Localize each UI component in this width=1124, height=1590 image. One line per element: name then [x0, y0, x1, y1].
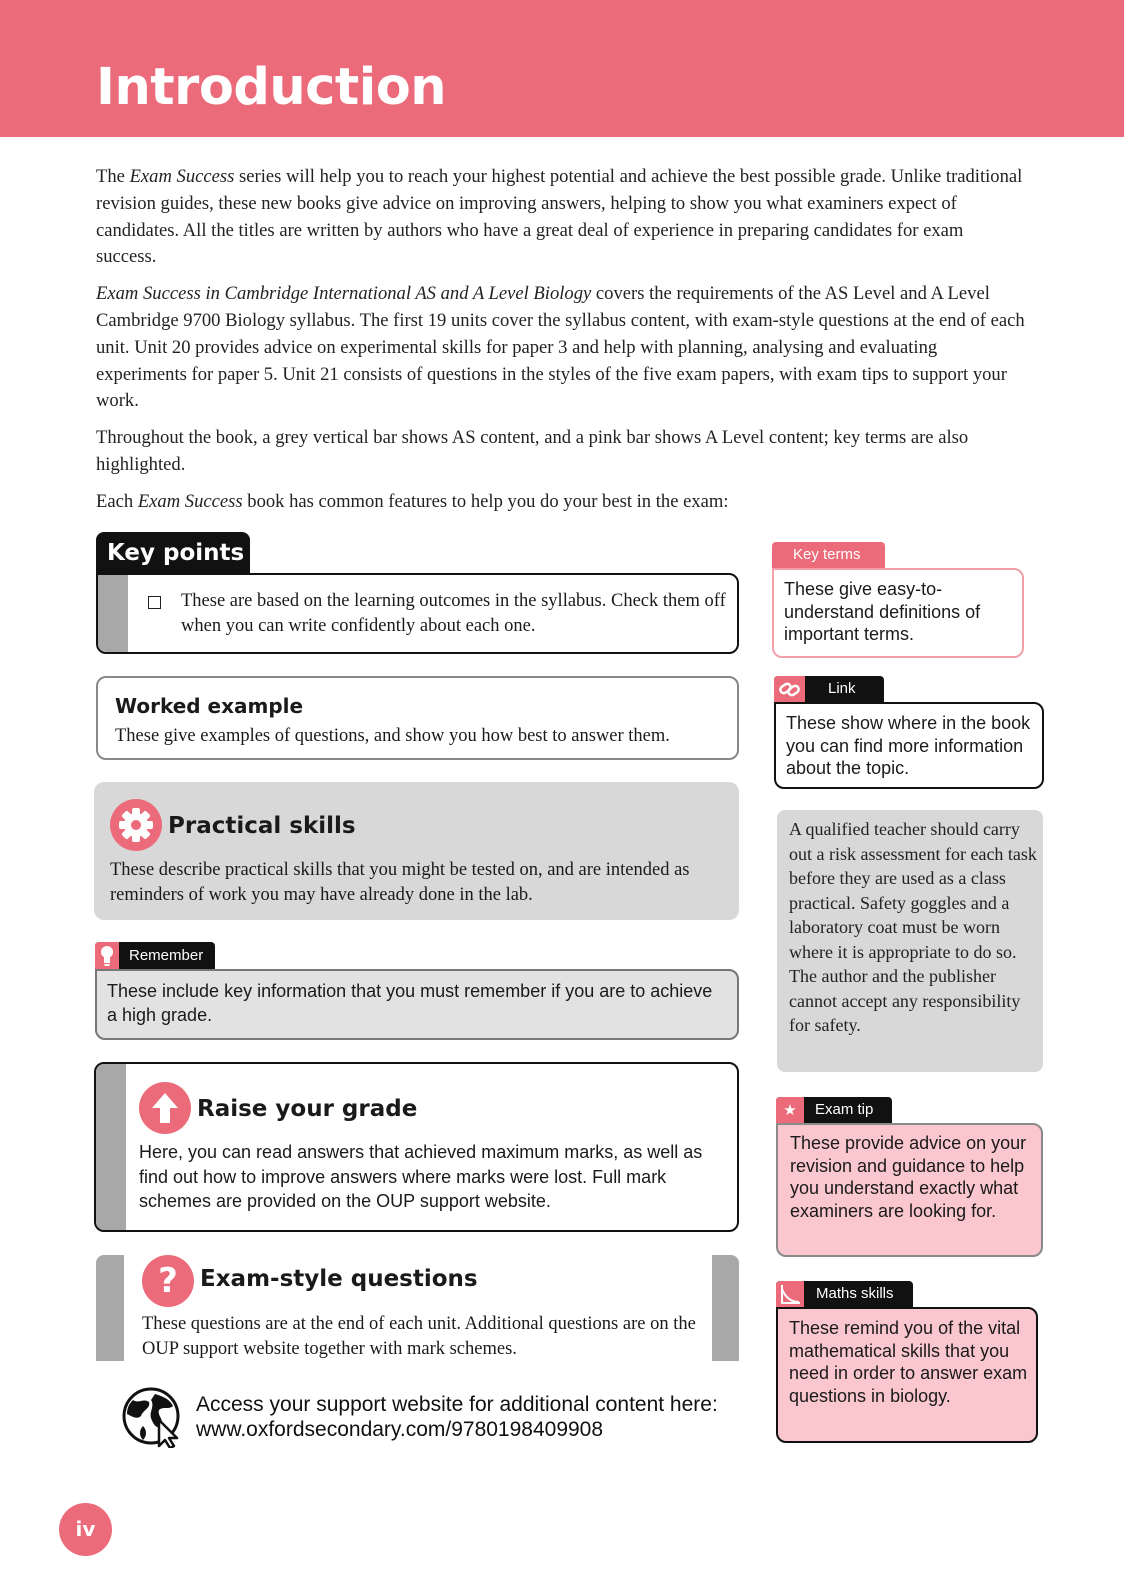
support-website-url[interactable]: www.oxfordsecondary.com/9780198409908 — [196, 1418, 604, 1441]
raise-grade-box — [94, 1062, 739, 1232]
checkbox-icon — [148, 596, 161, 609]
page-number: iv — [59, 1503, 112, 1556]
worked-example-title: Worked example — [115, 694, 304, 718]
page-title: Introduction — [96, 58, 447, 117]
lightbulb-icon — [95, 942, 119, 969]
chain-link-icon — [774, 676, 805, 703]
safety-text: A qualified teacher should carry out a risk assessment for each task before they are used as a class practical. Safety goggles and a laboratory coat must be worn where it is appropriate to do so. The author and the publisher cannot accept any responsibility for safety. — [789, 819, 1037, 1035]
raise-grade-text: Here, you can read answers that achieved maximum marks, as well as find out how to improve answers where marks were lost. Full mark schemes are provided on the OUP support website. — [139, 1142, 703, 1211]
intro-text — [96, 164, 1026, 526]
grey-bar — [98, 575, 128, 652]
key-terms-title: Key terms — [772, 542, 885, 569]
maths-skills-title: Maths skills — [816, 1285, 894, 1302]
key-points-title: Key points — [96, 532, 250, 574]
support-website — [196, 1392, 718, 1442]
exam-questions-text: These questions are at the end of each unit. Additional questions are on the OUP support website together with mark schemes. — [142, 1314, 696, 1359]
link-title: Link — [828, 680, 856, 697]
remember-title: Remember — [129, 947, 204, 964]
exam-tip-box — [776, 1123, 1043, 1257]
exam-tip-title: Exam tip — [815, 1101, 874, 1118]
safety-note — [777, 810, 1043, 1072]
page-header — [0, 0, 1124, 137]
link-tab — [774, 676, 884, 703]
star-icon: ★ — [776, 1097, 804, 1124]
worked-example-text: These give examples of questions, and show you how best to answer them. — [115, 726, 670, 746]
maths-skills-box — [776, 1307, 1038, 1443]
practical-skills-text: These describe practical skills that you might be tested on, and are intended as reminders of work you may have already done in the lab. — [110, 860, 690, 905]
maths-skills-tab — [776, 1281, 913, 1308]
intro-paragraph-3: Throughout the book, a grey vertical bar shows AS content, and a pink bar shows A Level content; key terms are also highlighted. — [96, 427, 969, 475]
intro-paragraph-1: The Exam Success series will help you to reach your highest potential and achieve the best possible grade. Unlike traditional revision guides, these new books give advice on improving answers, helping to show you what examiners expect of candidates. All the titles are written by authors who have a great deal of experience in preparing candidates for exam success. — [96, 166, 1023, 268]
raise-grade-title: Raise your grade — [197, 1096, 418, 1122]
link-box — [774, 702, 1044, 789]
worked-example-box — [96, 676, 739, 760]
link-text: These show where in the book you can find more information about the topic. — [786, 713, 1031, 778]
intro-paragraph-2: Exam Success in Cambridge International AS and A Level Biology covers the requirements of the AS Level and A Level Cambridge 9700 Biology syllabus. The first 19 units cover the syllabus content, with exam-style questions at the end of each unit. Unit 20 provides advice on experimental skills for paper 3 and help with planning, analysing and evaluating experiments for paper 5. Unit 21 consists of questions in the styles of the five exam papers, with exam tips to support your work. — [96, 283, 1025, 412]
key-points-text: These are based on the learning outcomes in the syllabus. Check them off when you can write confidently about each one. — [181, 591, 726, 636]
key-points-box — [96, 573, 739, 654]
question-mark-icon: ? — [142, 1255, 194, 1307]
grey-bar-left — [96, 1255, 124, 1361]
exam-questions-title: Exam-style questions — [200, 1266, 478, 1292]
remember-box — [95, 969, 739, 1040]
gear-icon — [110, 799, 162, 851]
grey-bar-right — [712, 1255, 739, 1361]
exam-tip-tab — [776, 1097, 892, 1124]
remember-text: These include key information that you must remember if you are to achieve a high grade. — [107, 981, 713, 1025]
exam-tip-text: These provide advice on your revision and guidance to help you understand exactly what examiners are looking for. — [790, 1133, 1027, 1221]
practical-skills-title: Practical skills — [168, 813, 356, 839]
grey-bar — [96, 1064, 126, 1230]
key-terms-box — [772, 568, 1024, 658]
remember-tab — [95, 942, 215, 969]
arrow-up-icon — [139, 1082, 191, 1134]
graph-axes-icon — [776, 1281, 804, 1308]
practical-skills-box — [94, 782, 739, 920]
support-website-label: Access your support website for additional content here: — [196, 1393, 718, 1416]
maths-skills-text: These remind you of the vital mathematical skills that you need in order to answer exam questions in biology. — [789, 1318, 1028, 1406]
globe-cursor-icon — [121, 1386, 183, 1448]
key-terms-text: These give easy-to-understand definitions of important terms. — [784, 579, 981, 644]
intro-paragraph-4: Each Exam Success book has common features to help you do your best in the exam: — [96, 490, 729, 512]
